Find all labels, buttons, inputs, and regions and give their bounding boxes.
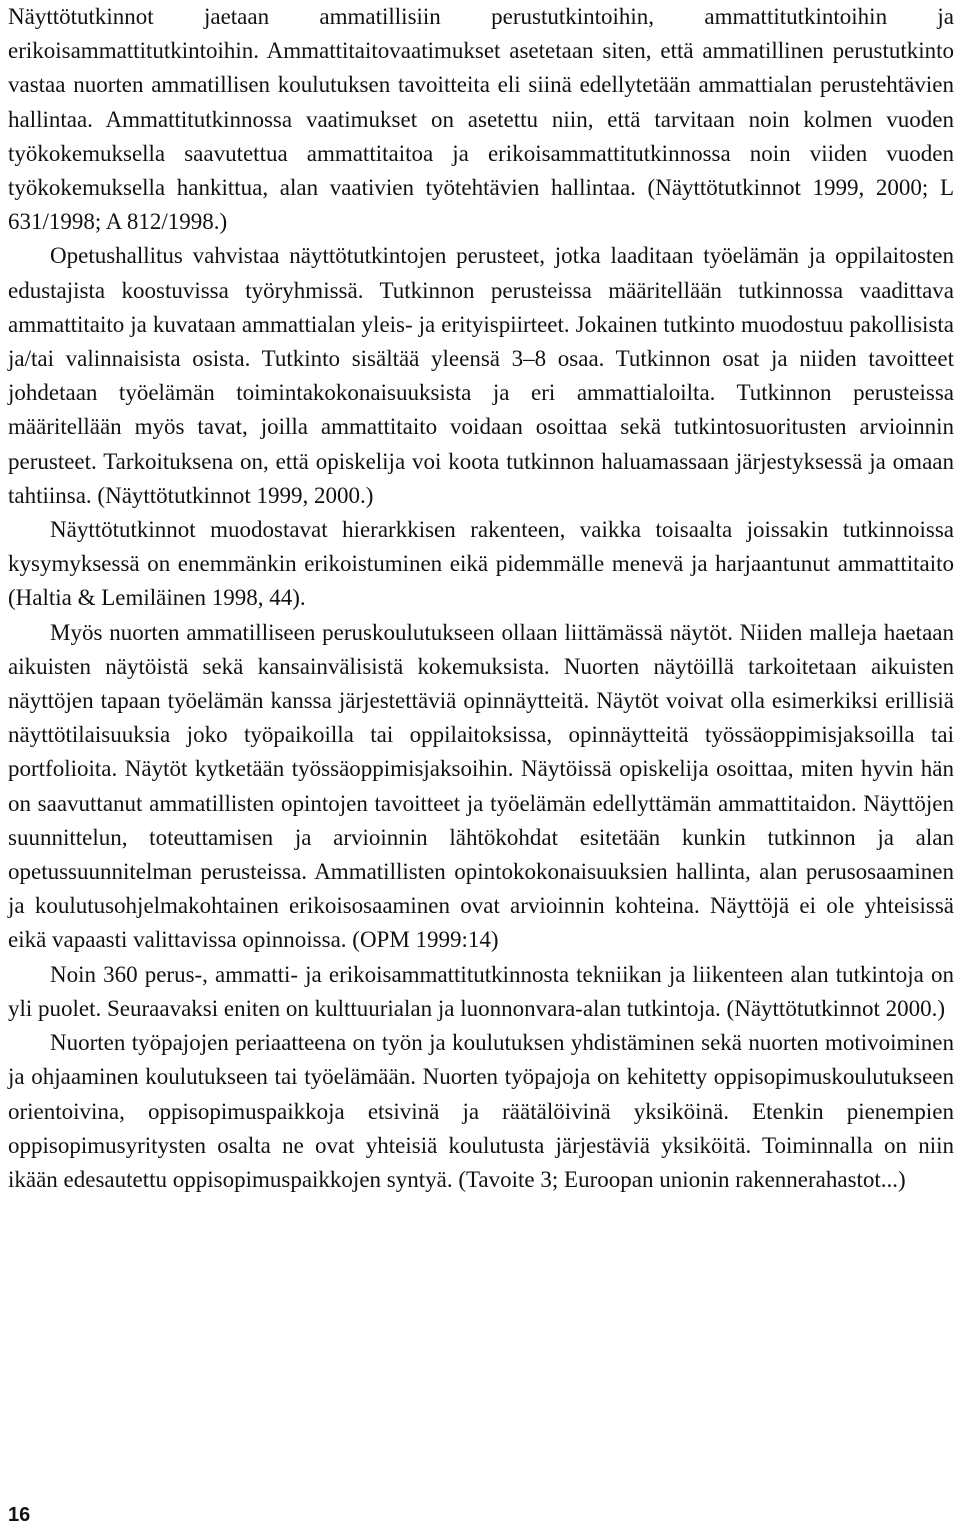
paragraph-5: Noin 360 perus-, ammatti- ja erikoisammattitutkinnosta tekniikan ja liikenteen alan tutkintoja on yli puolet. Seuraavaksi eniten on kulttuurialan ja luonnonvara-alan tutkintoja. (Näyttötutkinnot 2000.) xyxy=(8,961,954,1021)
document-body xyxy=(8,0,954,1197)
paragraph-2: Opetushallitus vahvistaa näyttötutkintojen perusteet, jotka laaditaan työelämän ja oppilaitosten edustajista koostuvissa työryhmissä. Tutkinnon perusteissa määritellään tutkinnossa vaadittava ammattitaito ja kuvataan ammattialan yleis- ja erityispiirteet. Jokainen tutkinto muodostuu pakollisista ja/tai valinnaisista osista. Tutkinto sisältää yleensä 3–8 osaa. Tutkinnon osat ja niiden tavoitteet johdetaan työelämän toimintakokonaisuuksista ja eri ammattialoilta. Tutkinnon perusteissa määritellään myös tavat, joilla ammattitaito voidaan osoittaa sekä tutkintosuoritusten arvioinnin perusteet. Tarkoituksena on, että opiskelija voi koota tutkinnon haluamassaan järjestyksessä ja omaan tahtiinsa. (Näyttötutkinnot 1999, 2000.) xyxy=(8,243,954,508)
paragraph-1: Näyttötutkinnot jaetaan ammatillisiin perustutkintoihin, ammattitutkintoihin ja erikoisammattitutkintoihin. Ammattitaitovaatimukset asetetaan siten, että ammatillinen perustutkinto vastaa nuorten ammatillisen koulutuksen tavoitteita eli siinä edellytetään ammattialan perustehtävien hallintaa. Ammattitutkinnossa vaatimukset on asetettu niin, että tarvitaan noin kolmen vuoden työkokemuksella saavutettua ammattitaitoa ja erikoisammattitutkinnossa noin viiden vuoden työkokemuksella hankittua, alan vaativien työtehtävien hallintaa. (Näyttötutkinnot 1999, 2000; L 631/1998; A 812/1998.) xyxy=(8,4,954,235)
paragraph-3: Näyttötutkinnot muodostavat hierarkkisen rakenteen, vaikka toisaalta joissakin tutkinnoissa kysymyksessä on enemmänkin erikoistuminen eikä pidemmälle menevä ja harjaantunut ammattitaito (Haltia & Lemiläinen 1998, 44). xyxy=(8,517,954,611)
paragraph-6: Nuorten työpajojen periaatteena on työn ja koulutuksen yhdistäminen sekä nuorten motivoiminen ja ohjaaminen koulutukseen tai työelämään. Nuorten työpajoja on kehitetty oppisopimuskoulutukseen orientoivina, oppisopimuspaikkoja etsivinä ja räätälöivinä yksiköinä. Etenkin pienempien oppisopimusyritysten osalta ne ovat yhteisiä koulutusta järjestäviä yksiköitä. Toiminnalla on niin ikään edesautettu oppisopimuspaikkojen syntyä. (Tavoite 3; Euroopan unionin rakennerahastot...) xyxy=(8,1030,954,1192)
page-number: 16 xyxy=(8,1504,31,1526)
paragraph-4: Myös nuorten ammatilliseen peruskoulutukseen ollaan liittämässä näytöt. Niiden malleja haetaan aikuisten näytöistä sekä kansainvälisistä kokemuksista. Nuorten näytöillä tarkoitetaan aikuisten näyttöjen tapaan työelämän kanssa järjestettäviä opinnäytteitä. Näytöt voivat olla esimerkiksi erillisiä näyttötilaisuuksia joko työpaikoilla tai oppilaitoksissa, opinnäytteitä työssäoppimisjaksoilla tai portfolioita. Näytöt kytketään työssäoppimisjaksoihin. Näytöissä opiskelija osoittaa, miten hyvin hän on saavuttanut ammatillisten opintojen tavoitteet ja työelämän edellyttämän ammattitaidon. Näyttöjen suunnittelun, toteuttamisen ja arvioinnin lähtökohdat esitetään kunkin tutkinnon ja alan opetussuunnitelman perusteissa. Ammatillisten opintokokonaisuuksien hallinta, alan perusosaaminen ja koulutusohjelmakohtainen erikoisosaaminen ovat arvioinnin kohteina. Näyttöjä ei ole yhteisissä eikä vapaasti valittavissa opinnoissa. (OPM 1999:14) xyxy=(8,619,954,953)
